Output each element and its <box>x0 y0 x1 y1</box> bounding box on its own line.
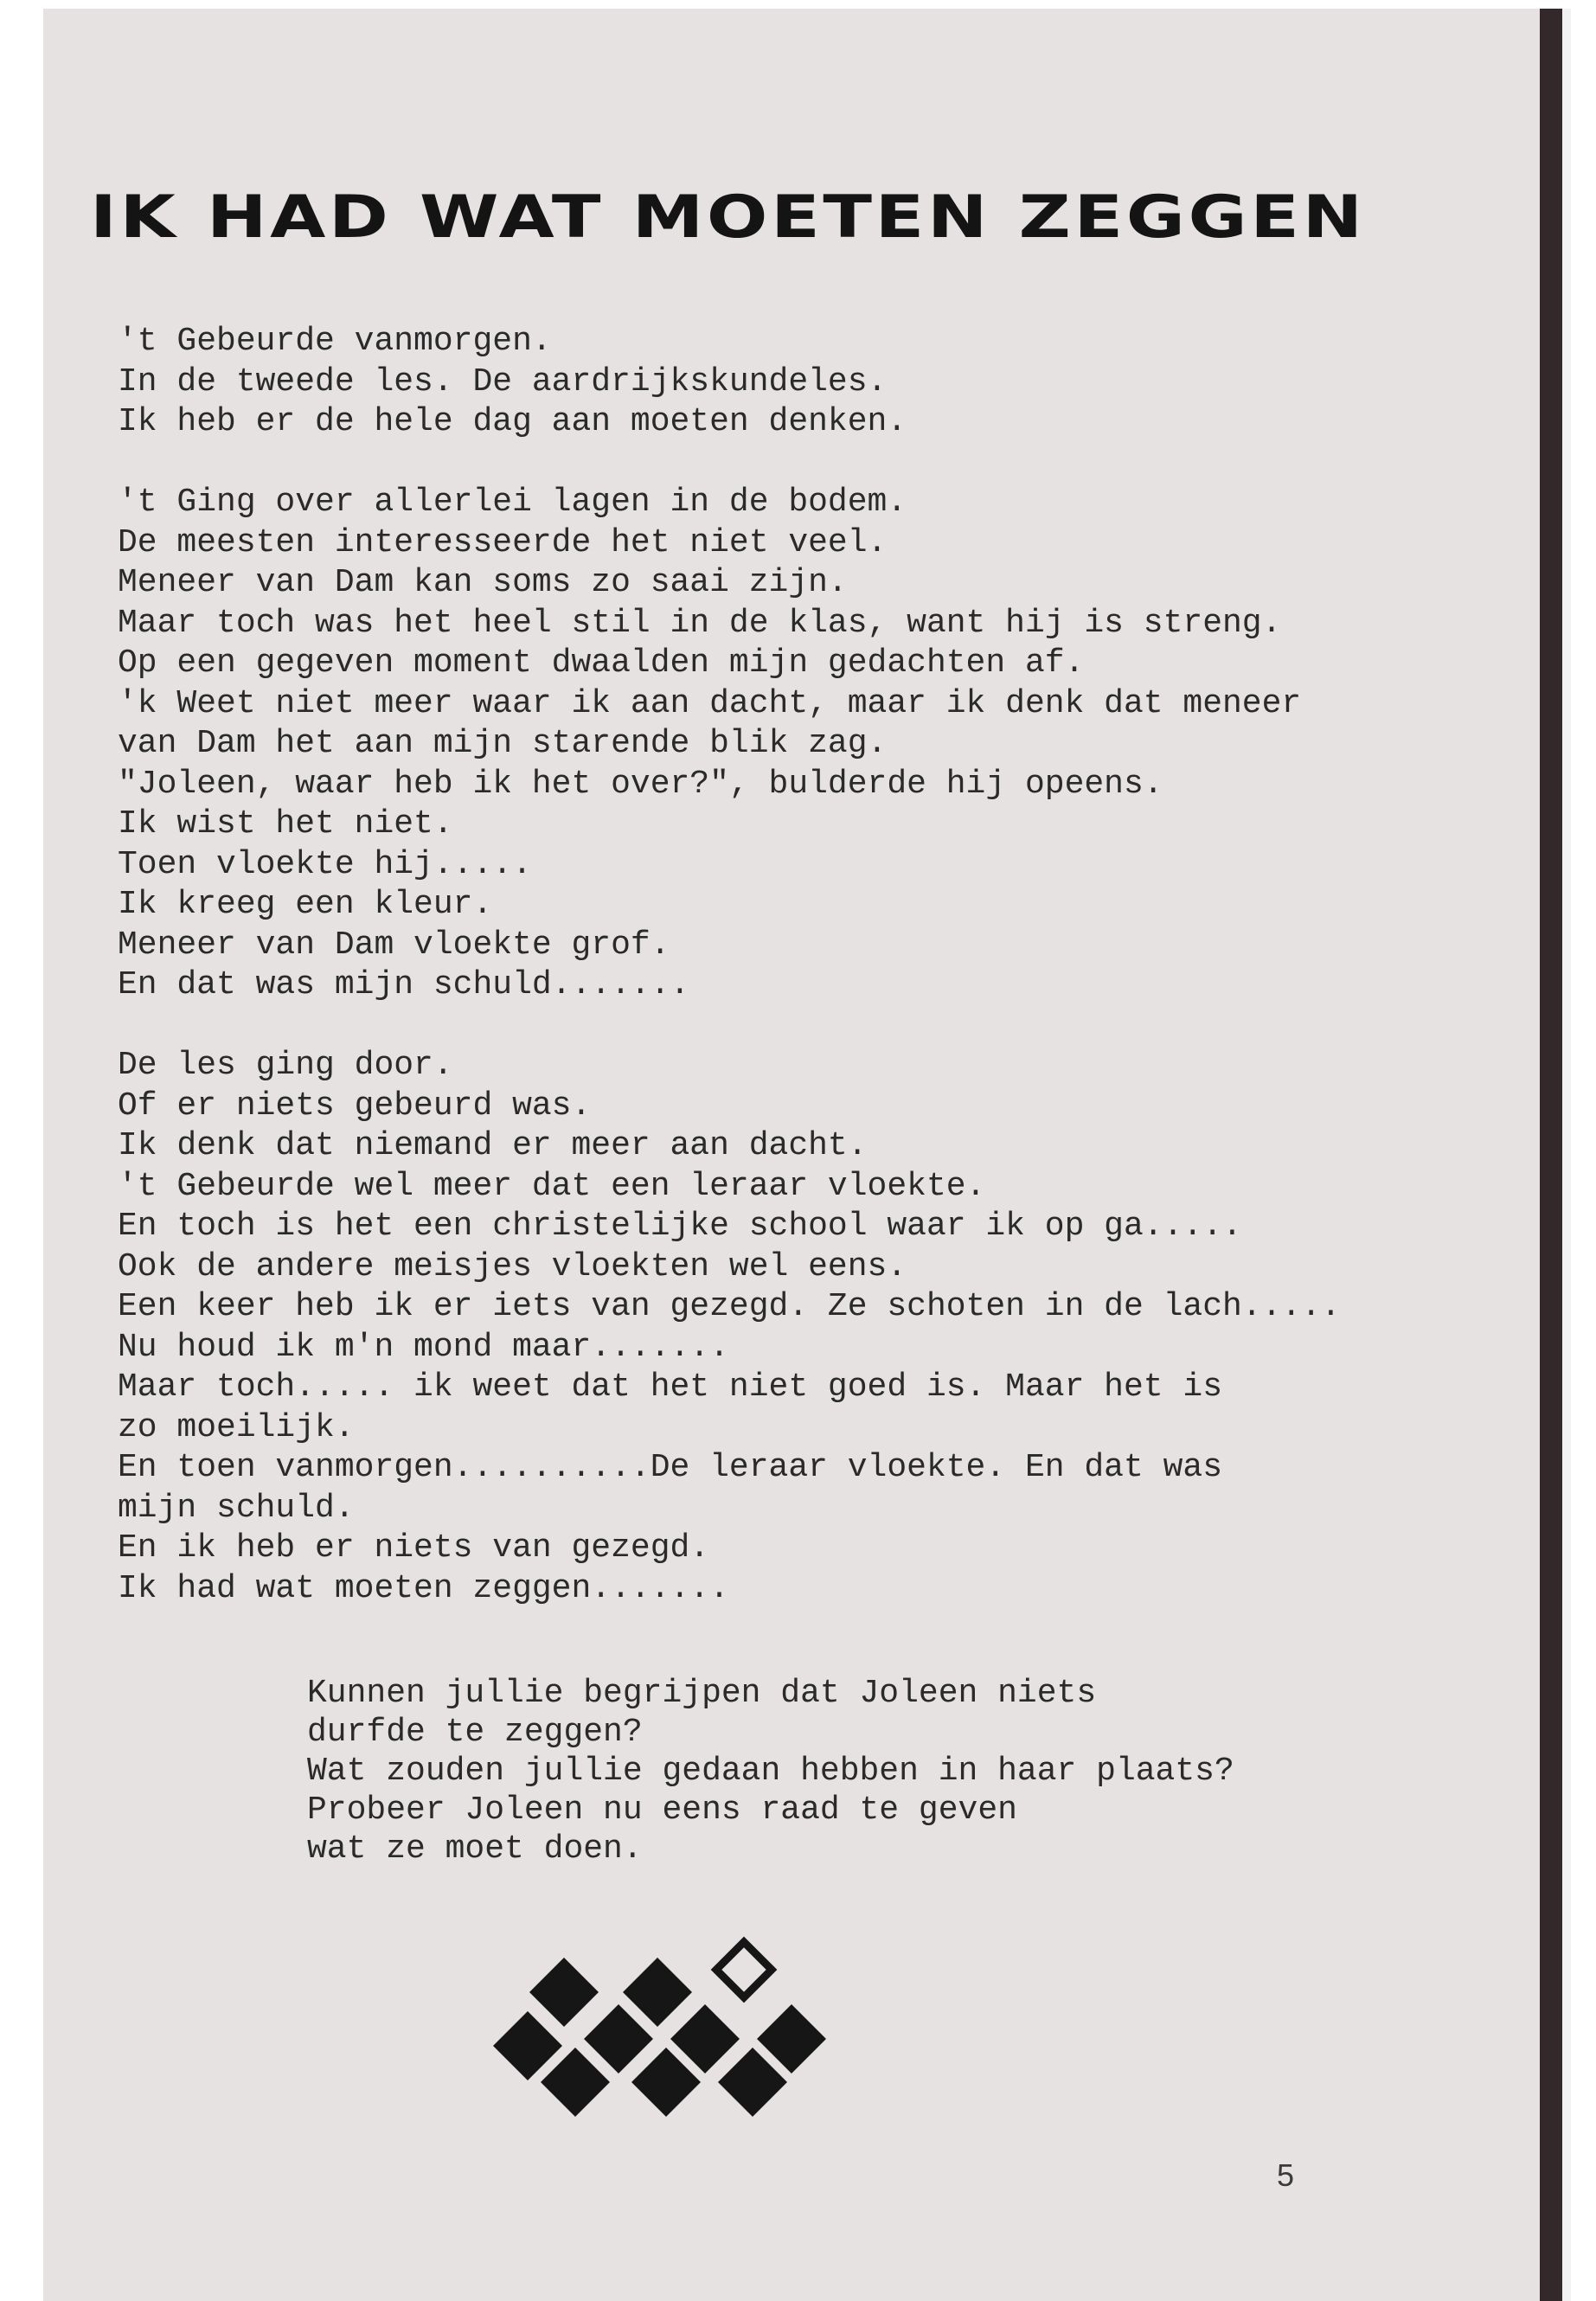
story-line: De meesten interesseerde het niet veel. <box>118 523 888 561</box>
story-line: Of er niets gebeurd was. <box>118 1086 592 1125</box>
story-line: Een keer heb ik er iets van gezegd. Ze schoten in de lach..... <box>118 1288 1341 1325</box>
question-line: durfde te zeggen? <box>307 1714 643 1751</box>
page-edge-margin <box>1562 9 1571 2301</box>
story-line: Ik kreeg een kleur. <box>118 886 493 923</box>
story-line: van Dam het aan mijn starende blik zag. <box>118 725 888 762</box>
story-line: Ik had wat moeten zeggen....... <box>118 1569 729 1607</box>
story-line: 't Gebeurde vanmorgen. <box>118 323 552 360</box>
story-line: Meneer van Dam vloekte grof. <box>118 926 670 964</box>
story-line: Maar toch was het heel stil in de klas, want hij is streng. <box>118 604 1282 642</box>
question-line: Probeer Joleen nu eens raad te geven <box>307 1791 1017 1829</box>
diamond-shape <box>529 1958 599 2027</box>
story-line: De les ging door. <box>118 1047 453 1084</box>
story-line: Ik wist het niet. <box>118 805 453 843</box>
diamond-shape <box>541 2048 610 2117</box>
question-line: Kunnen jullie begrijpen dat Joleen niets <box>307 1675 1097 1712</box>
stanza <box>118 1046 1341 1609</box>
page-title: IK HAD WAT MOETEN ZEGGEN <box>90 183 1366 252</box>
story-line: Ook de andere meisjes vloekten wel eens. <box>118 1247 907 1285</box>
story-line: En dat was mijn schuld....... <box>118 966 690 1003</box>
story-line: En ik heb er niets van gezegd. <box>118 1529 710 1567</box>
story-line: Ik heb er de hele dag aan moeten denken. <box>118 403 907 440</box>
story-line: Meneer van Dam kan soms zo saai zijn. <box>118 564 848 601</box>
diamond-shape <box>584 2004 653 2073</box>
story-line: zo moeilijk. <box>118 1408 355 1446</box>
story-line: "Joleen, waar heb ik het over?", bulderde hij opeens. <box>118 765 1163 803</box>
story-text <box>118 322 1341 1650</box>
question-line: Wat zouden jullie gedaan hebben in haar plaats? <box>307 1753 1234 1790</box>
story-line: Toen vloekte hij..... <box>118 845 532 883</box>
page-number: 5 <box>1277 2157 1295 2193</box>
diamond-shape <box>623 1958 692 2027</box>
diamond-shape <box>716 1942 772 1997</box>
story-line: 't Gebeurde wel meer dat een leraar vloekte. <box>118 1167 986 1205</box>
story-line: En toch is het een christelijke school waar ik op ga..... <box>118 1208 1242 1245</box>
question-line: wat ze moet doen. <box>307 1830 643 1868</box>
ornament-diamonds <box>493 1942 826 2117</box>
story-line: mijn schuld. <box>118 1489 355 1527</box>
diamond-pattern-icon <box>493 1933 830 2119</box>
story-line: 'k Weet niet meer waar ik aan dacht, maar ik denk dat meneer <box>118 684 1302 722</box>
diamond-shape <box>493 2011 562 2080</box>
story-line: En toen vanmorgen..........De leraar vloekte. En dat was <box>118 1449 1223 1486</box>
page-edge-shadow <box>1540 9 1562 2301</box>
story-line: In de tweede les. De aardrijkskundeles. <box>118 362 888 401</box>
story-line: 't Ging over allerlei lagen in de bodem. <box>118 484 907 521</box>
stanza <box>118 483 1341 1006</box>
stanza <box>118 322 1341 443</box>
story-line: Nu houd ik m'n mond maar....... <box>118 1328 729 1366</box>
discussion-questions <box>307 1674 1234 1868</box>
story-line: Ik denk dat niemand er meer aan dacht. <box>118 1127 868 1164</box>
story-line: Op een gegeven moment dwaalden mijn gedachten af. <box>118 644 1085 682</box>
story-line: Maar toch..... ik weet dat het niet goed is. Maar het is <box>118 1368 1223 1406</box>
